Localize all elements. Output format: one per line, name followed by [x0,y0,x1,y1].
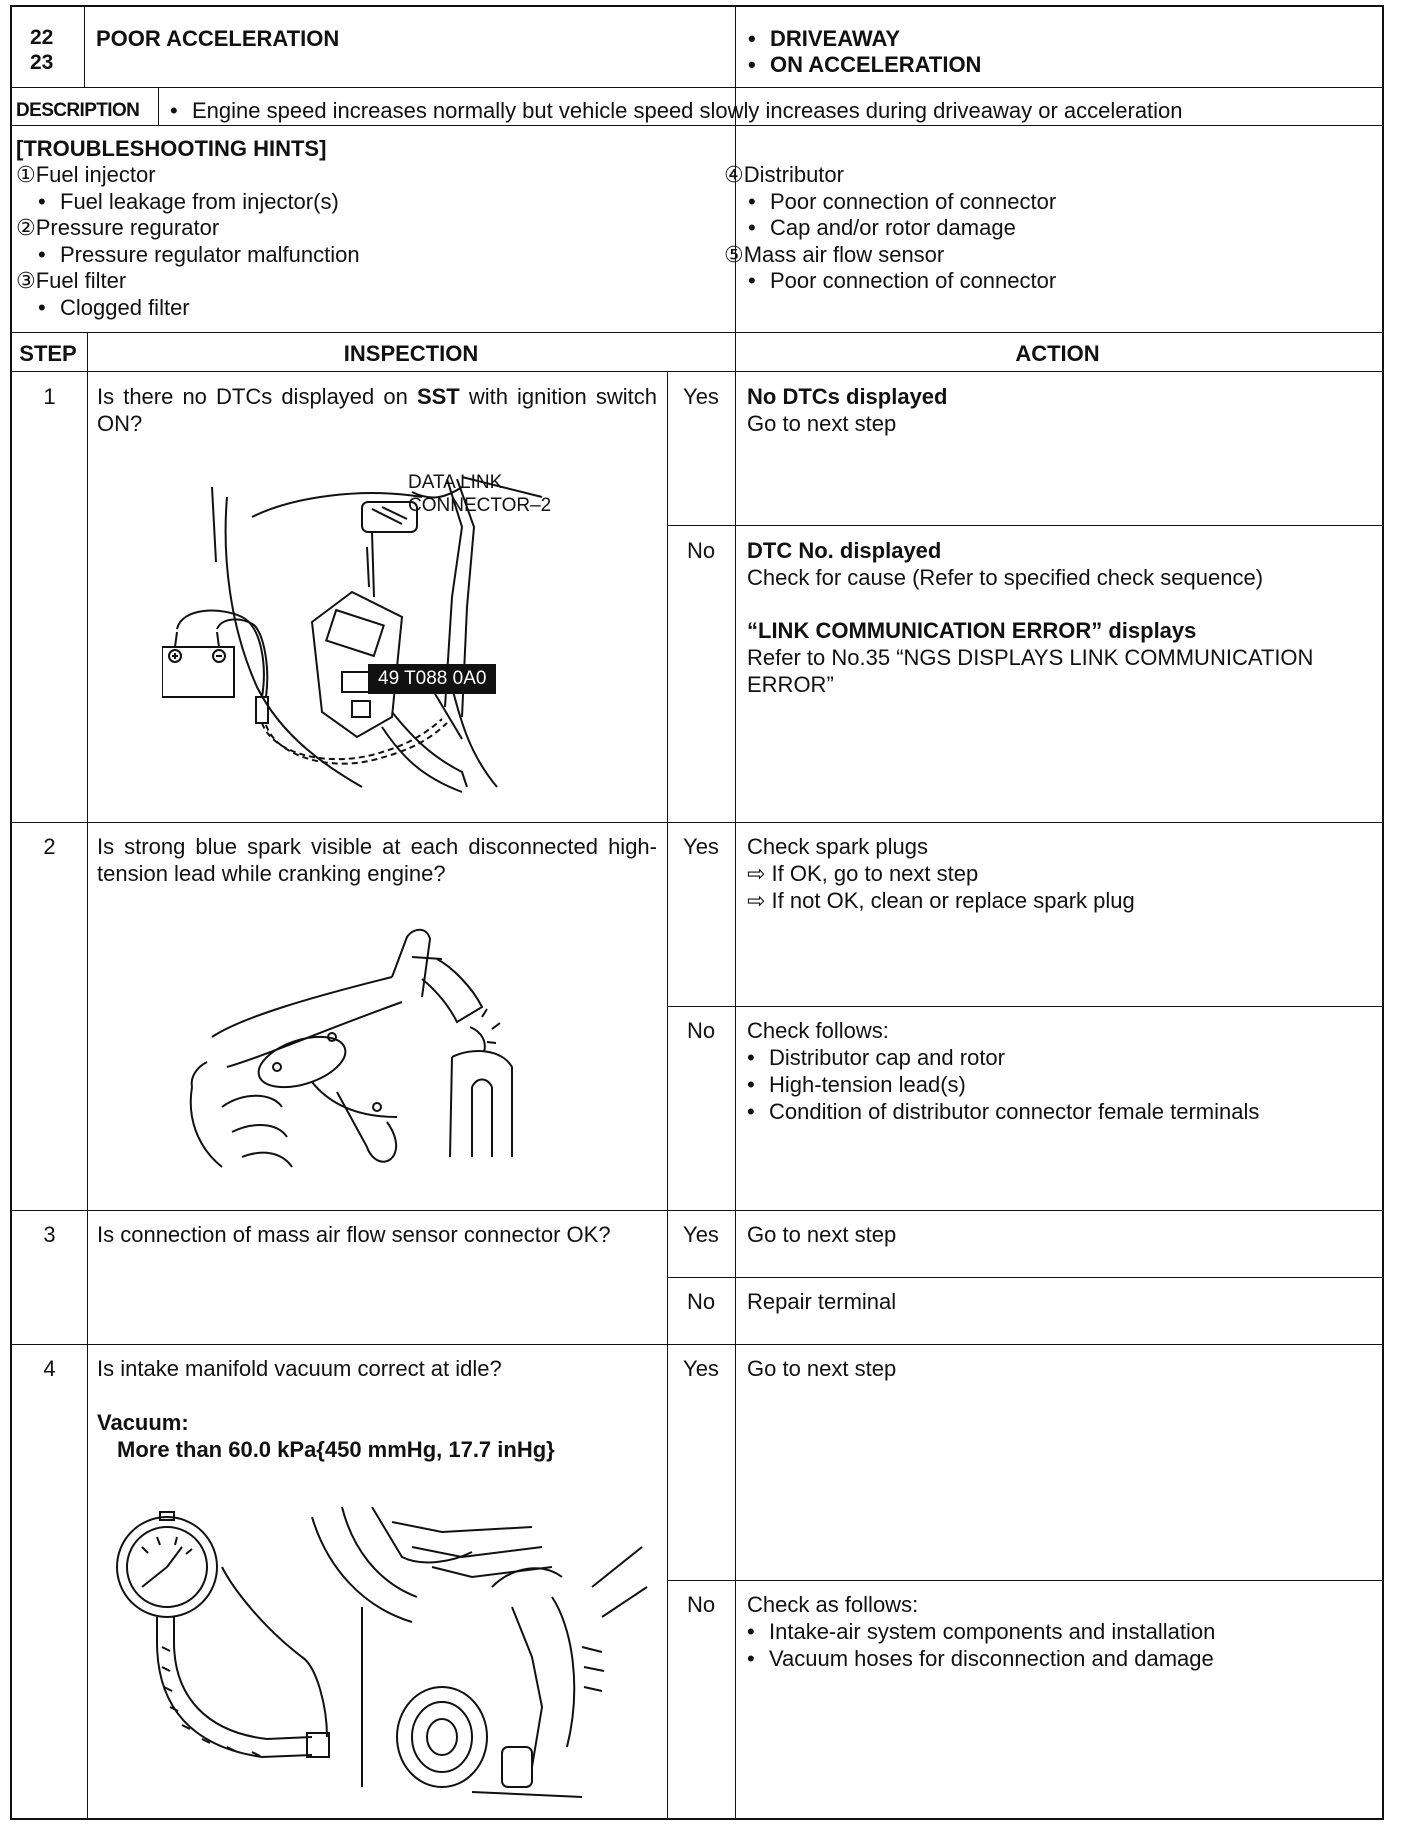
hint-detail-4b: • Cap and/or rotor damage [748,214,1016,241]
sst-part-number: 49 T088 0A0 [368,664,496,694]
step-4-no-text: Check as follows: [747,1592,919,1617]
step-2-no-item-1: • Distributor cap and rotor [747,1044,1005,1071]
step-3-no-label: No [686,1289,716,1314]
description-text: • Engine speed increases normally but vehicle speed slowly increases during driveaway or acceleration [170,97,1183,124]
step-1-yes-title: No DTCs displayed [747,384,948,409]
page-number-2: 23 [30,51,54,74]
step-1-no-text: Check for cause (Refer to specified check sequence) [747,565,1264,590]
step-3-no-text: Repair terminal [747,1289,897,1314]
step-1-no-title-2: “LINK COMMUNICATION ERROR” displays [747,618,1197,643]
hints-title: [TROUBLESHOOTING HINTS] [16,136,327,161]
step-2-inspection: Is strong blue spark visible at each disconnected high-tension lead while cranking engine? [97,834,657,886]
hint-detail-1: • Fuel leakage from injector(s) [38,188,339,215]
step-2-no-item-3: • Condition of distributor connector female terminals [747,1098,1259,1125]
step-2-yes-label: Yes [683,834,719,859]
hint-item-5: ⑤Mass air flow sensor [724,242,945,267]
step-4-inspection: Is intake manifold vacuum correct at idle? [97,1356,502,1381]
vacuum-gauge-illustration [112,1507,652,1812]
page-title: POOR ACCELERATION [96,26,340,51]
column-step: STEP [19,341,77,366]
column-action: ACTION [1015,341,1100,366]
condition-driveaway: • DRIVEAWAY [748,25,900,52]
step-2-no-label: No [686,1018,716,1043]
step-4-no-label: No [686,1592,716,1617]
hint-item-1: ①Fuel injector [16,162,156,187]
step-3-yes-text: Go to next step [747,1222,897,1247]
page-number-1: 22 [30,26,54,49]
step-3-number: 3 [43,1222,56,1247]
hint-item-4: ④Distributor [724,162,844,187]
step-4-no-item-2: • Vacuum hoses for disconnection and damage [747,1645,1214,1672]
step-1-no-label: No [686,538,716,563]
arrow-right-icon: ⇨ [747,861,772,886]
step-2-number: 2 [43,834,56,859]
step-2-no-item-2: • High-tension lead(s) [747,1071,966,1098]
step-1-no-text-2: Refer to No.35 “NGS DISPLAYS LINK COMMUNICATION ERROR” [747,645,1314,697]
step-2-no-text: Check follows: [747,1018,889,1043]
hint-detail-4a: • Poor connection of connector [748,188,1056,215]
spark-test-illustration [182,917,602,1177]
step-4-number: 4 [43,1356,56,1381]
step-1-number: 1 [43,384,56,409]
step-2-yes-item-1: ⇨ If OK, go to next step [747,861,979,886]
arrow-right-icon: ⇨ [747,888,772,913]
data-link-connector-label: DATA LINK CONNECTOR–2 [408,472,552,516]
troubleshooting-sheet [10,5,1384,1820]
step-1-inspection: Is there no DTCs displayed on SST with ignition switch ON? [97,384,657,436]
hint-detail-5: • Poor connection of connector [748,267,1056,294]
hint-item-3: ③Fuel filter [16,268,127,293]
condition-on-acceleration: • ON ACCELERATION [748,51,981,78]
step-4-yes-label: Yes [683,1356,719,1381]
hint-detail-2: • Pressure regulator malfunction [38,241,360,268]
description-label: DESCRIPTION [16,100,140,121]
step-4-no-item-1: • Intake-air system components and installation [747,1618,1215,1645]
step-1-yes-label: Yes [683,384,719,409]
step-1-yes-text: Go to next step [747,411,897,436]
step-4-yes-text: Go to next step [747,1356,897,1381]
hint-detail-3: • Clogged filter [38,294,190,321]
column-inspection: INSPECTION [343,341,479,366]
step-3-inspection: Is connection of mass air flow sensor connector OK? [97,1222,611,1247]
step-4-spec-label: Vacuum: [97,1410,189,1435]
step-2-yes-item-2: ⇨ If not OK, clean or replace spark plug [747,888,1135,913]
step-1-no-title: DTC No. displayed [747,538,942,563]
step-4-spec-value: More than 60.0 kPa{450 mmHg, 17.7 inHg} [117,1437,555,1462]
step-3-yes-label: Yes [683,1222,719,1247]
hint-item-2: ②Pressure regurator [16,215,220,240]
step-2-yes-text: Check spark plugs [747,834,928,859]
